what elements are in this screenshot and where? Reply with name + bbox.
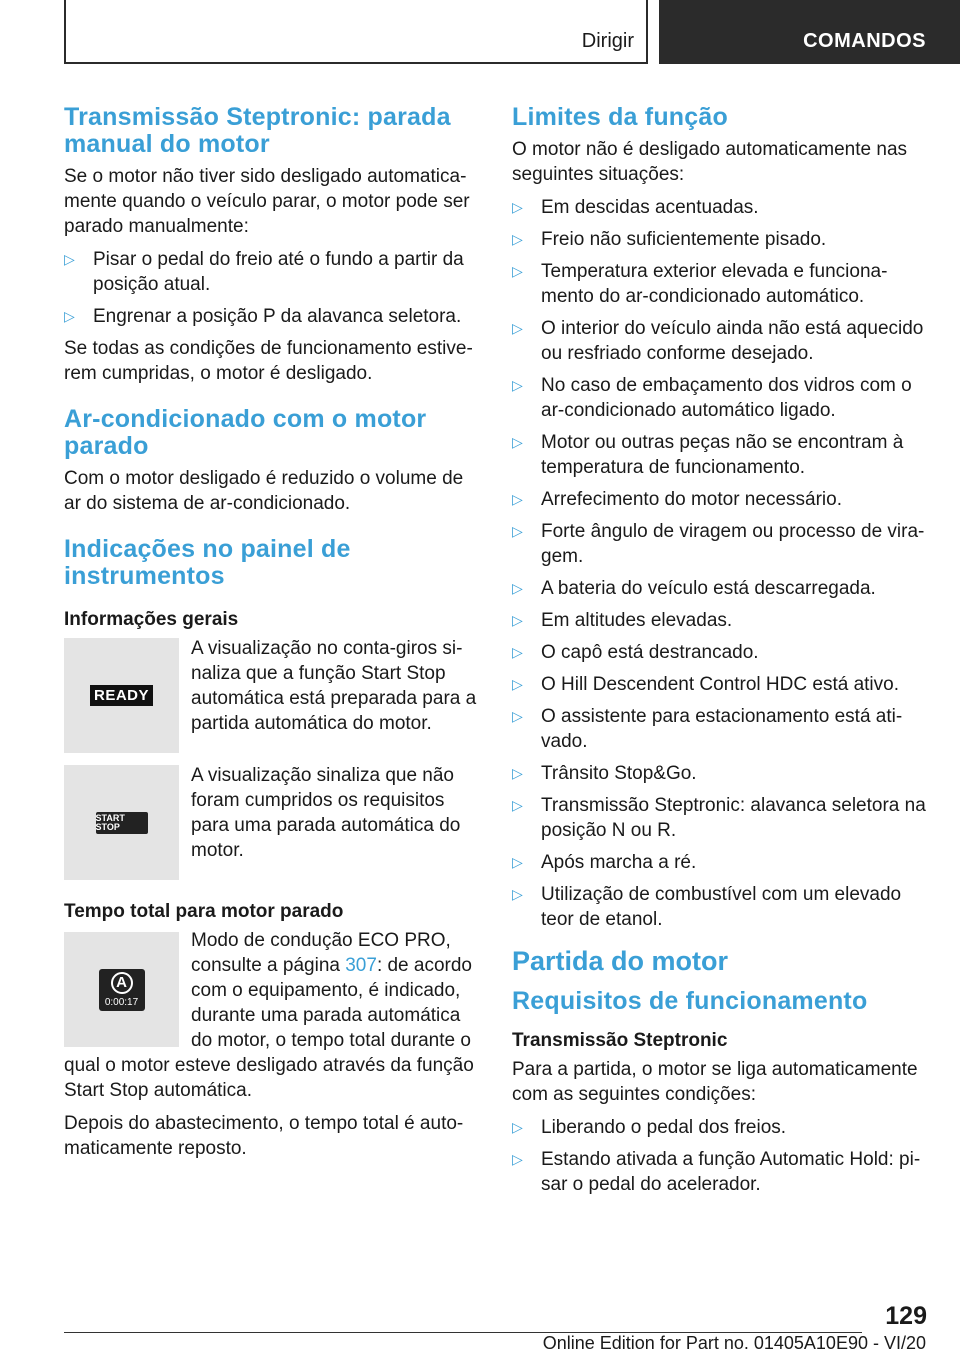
list-item: ▷ A bateria do veículo está descarregada. xyxy=(512,578,876,599)
list-item: ▷ Freio não suficientemente pisado. xyxy=(512,229,827,250)
heading-steptronic-manual-stop: Transmissão Steptronic: parada manual do motor xyxy=(64,103,451,158)
list-item: ▷ Motor ou outras peças não se encontram à temperatura de funcionamento. xyxy=(512,432,904,478)
header-chapter-title: COMANDOS xyxy=(803,30,926,52)
bullet-icon: ▷ xyxy=(512,797,523,813)
list-item: ▷ Pisar o pedal do freio até o fundo a partir da posição atual. xyxy=(64,249,464,295)
bullet-icon: ▷ xyxy=(64,308,75,324)
paragraph-reset: Depois do abastecimento, o tempo total é automaticamente reposto. xyxy=(64,1113,464,1159)
list-item: ▷ Forte ângulo de viragem ou processo de viragem. xyxy=(512,521,925,567)
right-column xyxy=(512,100,928,1204)
bullet-icon: ▷ xyxy=(512,434,523,450)
bullet-icon: ▷ xyxy=(512,580,523,596)
bullet-icon: ▷ xyxy=(512,523,523,539)
list-item: ▷ Transmissão Steptronic: alavanca seletora na posição N ou R. xyxy=(512,795,926,841)
paragraph-steptronic: Se o motor não tiver sido desligado automaticamente quando o veículo parar, o motor pode ser parado manualmente: xyxy=(64,166,470,237)
bullet-icon: ▷ xyxy=(512,491,523,507)
bullet-icon: ▷ xyxy=(512,377,523,393)
list-item: ▷ Temperatura exterior elevada e funcionamento do ar-condicionado automático. xyxy=(512,261,888,307)
heading-total-time: Tempo total para motor parado xyxy=(64,901,344,922)
list-item: ▷ Trânsito Stop&Go. xyxy=(512,763,697,784)
bullet-icon: ▷ xyxy=(512,199,523,215)
ready-figure-row xyxy=(64,636,478,753)
heading-general-info: Informações gerais xyxy=(64,609,239,630)
list-item: ▷ Utilização de combustível com um elevado teor de etanol. xyxy=(512,884,902,930)
paragraph-limits: O motor não é desligado automaticamente nas seguintes situações: xyxy=(512,139,908,185)
list-item: ▷ No caso de embaçamento dos vidros com o ar-condicionado automático ligado. xyxy=(512,375,912,421)
heading-steptronic: Transmissão Steptronic xyxy=(512,1030,728,1051)
bullet-icon: ▷ xyxy=(512,854,523,870)
list-item: ▷ O Hill Descendent Control HDC está ativo. xyxy=(512,674,899,695)
header-section-title: Dirigir xyxy=(581,30,634,52)
paragraph-start: Para a partida, o motor se liga automaticamente com as seguintes condições: xyxy=(512,1059,918,1105)
bullet-icon: ▷ xyxy=(512,263,523,279)
bullet-icon: ▷ xyxy=(512,231,523,247)
steptronic-list xyxy=(64,247,478,329)
page-number: 129 xyxy=(885,1302,927,1330)
bullet-icon: ▷ xyxy=(512,1151,523,1167)
ready-label: READY xyxy=(90,685,153,706)
heading-requirements: Requisitos de funcionamento xyxy=(512,987,868,1015)
not-ready-figure-row xyxy=(64,763,478,880)
timer-indicator-image xyxy=(64,932,179,1047)
list-item: ▷ Em altitudes elevadas. xyxy=(512,610,733,631)
stopwatch-icon: A 0:00:17 xyxy=(99,969,145,1011)
list-item: ▷ O capô está destrancado. xyxy=(512,642,759,663)
limits-list xyxy=(512,195,928,932)
paragraph-ac: Com o motor desligado é reduzido o volume de ar do sistema de ar-condicionado. xyxy=(64,468,464,514)
ready-description: A visualização no conta-giros sinaliza que a função Start Stop automática está preparada para a partida automática do motor. xyxy=(191,638,477,734)
left-column xyxy=(64,100,478,1169)
bullet-icon: ▷ xyxy=(512,676,523,692)
bullet-icon: ▷ xyxy=(64,251,75,267)
heading-engine-start: Partida do motor xyxy=(512,946,729,976)
start-list xyxy=(512,1115,928,1197)
bullet-icon: ▷ xyxy=(512,765,523,781)
start-stop-off-image xyxy=(64,765,179,880)
bullet-icon: ▷ xyxy=(512,1119,523,1135)
bullet-icon: ▷ xyxy=(512,708,523,724)
paragraph-conditions: Se todas as condições de funcionamento estiverem cumpridas, o motor é desligado. xyxy=(64,338,473,384)
heading-instrument-indications: Indicações no painel de instrumentos xyxy=(64,535,351,590)
bullet-icon: ▷ xyxy=(512,612,523,628)
list-item: ▷ Arrefecimento do motor necessário. xyxy=(512,489,842,510)
bullet-icon: ▷ xyxy=(512,320,523,336)
list-item: ▷ O assistente para estacionamento está ativado. xyxy=(512,706,903,752)
heading-ac-engine-stopped: Ar-condicionado com o motor parado xyxy=(64,405,427,460)
not-ready-description: A visualização sinaliza que não foram cumpridos os requisitos para uma parada automática do motor. xyxy=(191,765,461,861)
bullet-icon: ▷ xyxy=(512,886,523,902)
list-item: ▷ Após marcha a ré. xyxy=(512,852,697,873)
bullet-icon: ▷ xyxy=(512,644,523,660)
list-item: ▷ Engrenar a posição P da alavanca seletora. xyxy=(64,306,462,327)
footer-edition: Online Edition for Part no. 01405A10E90 - VI/20 xyxy=(542,1333,926,1353)
list-item: ▷ Liberando o pedal dos freios. xyxy=(512,1117,787,1138)
page-link[interactable]: 307 xyxy=(345,955,377,976)
list-item: ▷ O interior do veículo ainda não está aquecido ou resfriado conforme desejado. xyxy=(512,318,924,364)
list-item: ▷ Estando ativada a função Automatic Hold: pisar o pedal do acelerador. xyxy=(512,1149,921,1195)
list-item: ▷ Em descidas acentuadas. xyxy=(512,197,759,218)
ready-indicator-image xyxy=(64,638,179,753)
paragraph-eco-pro: Modo de condução ECO PRO, consulte a página 307: de acordo com o equipamento, é indicado, durante uma parada automática do motor, o tempo total durante o qual o motor esteve desligado através da função Start Stop automática. xyxy=(64,930,474,1101)
heading-function-limits: Limites da função xyxy=(512,103,728,131)
start-stop-off-icon: START STOP xyxy=(96,812,148,834)
